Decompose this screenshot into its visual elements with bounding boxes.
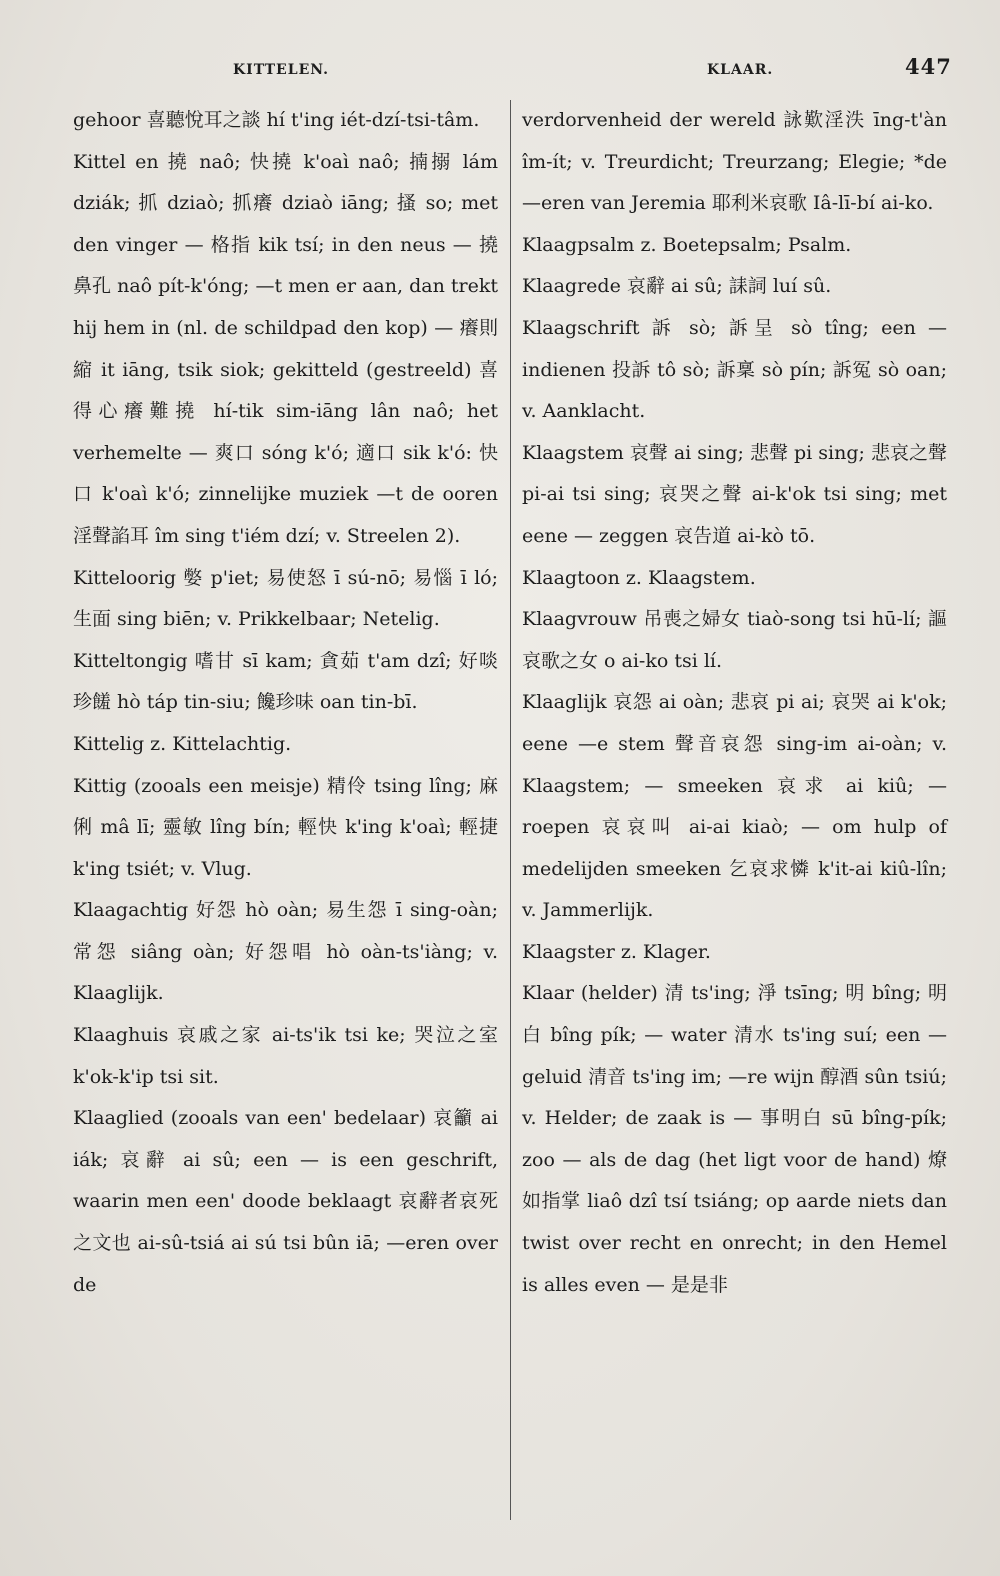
entry-klaagtoon: Klaagtoon z. Klaagstem.: [522, 566, 756, 589]
entry-kitteloorig: Kitteloorig 嫳 p'iet; 易使怒 ī sú-nō; 易惱 ī ló; 生面 sing biēn; v. Prikkelbaar; Netelig.: [73, 566, 498, 631]
column-divider: [510, 100, 511, 1520]
entry-continuation-gehoor: gehoor 喜聽悅耳之談 hí t'ing iét-dzí-tsi-tâm.: [73, 109, 480, 131]
entry-klaagpsalm: Klaagpsalm z. Boetepsalm; Psalm.: [522, 233, 852, 256]
left-column: [73, 100, 498, 1306]
entry-klaagachtig: Klaagachtig 好怨 hò oàn; 易生怨 ī sing-oàn; 常怨 siâng oàn; 好怨唱 hò oàn-ts'iàng; v. Klaaglijk.: [73, 899, 498, 1005]
entry-klaagster: Klaagster z. Klager.: [522, 940, 711, 963]
entry-klaagrede: Klaagrede 哀辭 ai sû; 誄詞 luí sû.: [522, 275, 832, 298]
entry-klaagstem: Klaagstem 哀聲 ai sing; 悲聲 pi sing; 悲哀之聲 pi-ai tsi sing; 哀哭之聲 ai-k'ok tsi sing; met eene — zeggen 哀告道 ai-kò tō.: [522, 441, 947, 547]
page-number: 447: [905, 54, 952, 79]
entry-klaaglijk: Klaaglijk 哀怨 ai oàn; 悲哀 pi ai; 哀哭 ai k'ok; eene —e stem 聲音哀怨 sing-im ai-oàn; v. Klaagstem; — smeeken 哀求 ai kiû; — roepen 哀哀叫 ai-ai kiaò; — om hulp of medelijden smeeken 乞哀求憐 k'it-ai kiû-lîn; v. Jammerlijk.: [522, 691, 947, 922]
entry-continuation-klaaglied: verdorvenheid der wereld 詠歎淫泆 īng-t'àn îm-ít; v. Treurdicht; Treurzang; Elegie; *de —eren van Jeremia 耶利米哀歌 Iâ-lī-bí ai-ko.: [522, 109, 947, 215]
entry-kittelen: Kittel en 撓 naô; 快撓 k'oaì naô; 揇搦 lám dziák; 抓 dziaò; 抓癢 dziaò iāng; 搔 so; met den vinger — 格指 kik tsí; in den neus — 撓鼻孔 naô pít-k'óng; —t men er aan, dan trekt hij hem in (nl. de schildpad den kop) — 癢則縮 it iāng, tsik siok; gekitteld (gestreeld) 喜得心癢難撓 hí-tik sim-iāng lân naô; het verhemelte — 爽口 sóng k'ó; 適口 sik k'ó: 快口 k'oaì k'ó; zinnelijke muziek —t de ooren 淫聲諂耳 îm sing t'iém dzí; v. Streelen 2).: [73, 150, 498, 547]
right-column: [522, 100, 947, 1306]
entry-kitteltongig: Kitteltongig 嗜甘 sī kam; 貪茹 t'am dzî; 好啖珍饈 hò táp tin-siu; 饞珍味 oan tin-bī.: [73, 649, 498, 714]
entry-klaaghuis: Klaaghuis 哀戚之家 ai-ts'ik tsi ke; 哭泣之室 k'ok-k'ip tsi sit.: [73, 1024, 498, 1088]
running-head: [0, 52, 1000, 92]
entry-kittig: Kittig (zooals een meisje) 精伶 tsing lîng; 麻俐 mâ lī; 靈敏 lîng bín; 輕快 k'ing k'oaì; 輕捷 k'ing tsiét; v. Vlug.: [73, 774, 498, 880]
entry-klaar: Klaar (helder) 清 ts'ing; 淨 tsīng; 明 bîng; 明白 bîng pík; — water 清水 ts'ing suí; een — geluid 清音 ts'ing im; —re wijn 醇酒 sûn tsiú; v. Helder; de zaak is — 事明白 sū bîng-pík; zoo — als de dag (het ligt voor de hand) 燎如指掌 liaô dzî tsí tsiáng; op aarde niets dan twist over recht en onrecht; in den Hemel is alles even — 是是非: [522, 982, 947, 1296]
entry-klaagschrift: Klaagschrift 訴 sò; 訴呈 sò tîng; een — indienen 投訴 tô sò; 訴稟 sò pín; 訴冤 sò oan; v. Aanklacht.: [522, 316, 947, 423]
entry-klaaglied: Klaaglied (zooals van een' bedelaar) 哀籲 ai iák; 哀辭 ai sû; een — is een geschrift, waarin men een' doode beklaagt 哀辭者哀死之文也 ai-sû-tsiá ai sú tsi bûn iā; —eren over de: [73, 1107, 498, 1296]
entry-klaagvrouw: Klaagvrouw 吊喪之婦女 tiaò-song tsi hū-lí; 謳哀歌之女 o ai-ko tsi lí.: [522, 608, 947, 672]
entry-kittelig: Kittelig z. Kittelachtig.: [73, 732, 292, 755]
left-guide-word: KITTELEN.: [233, 62, 330, 78]
right-guide-word: KLAAR.: [707, 62, 774, 78]
